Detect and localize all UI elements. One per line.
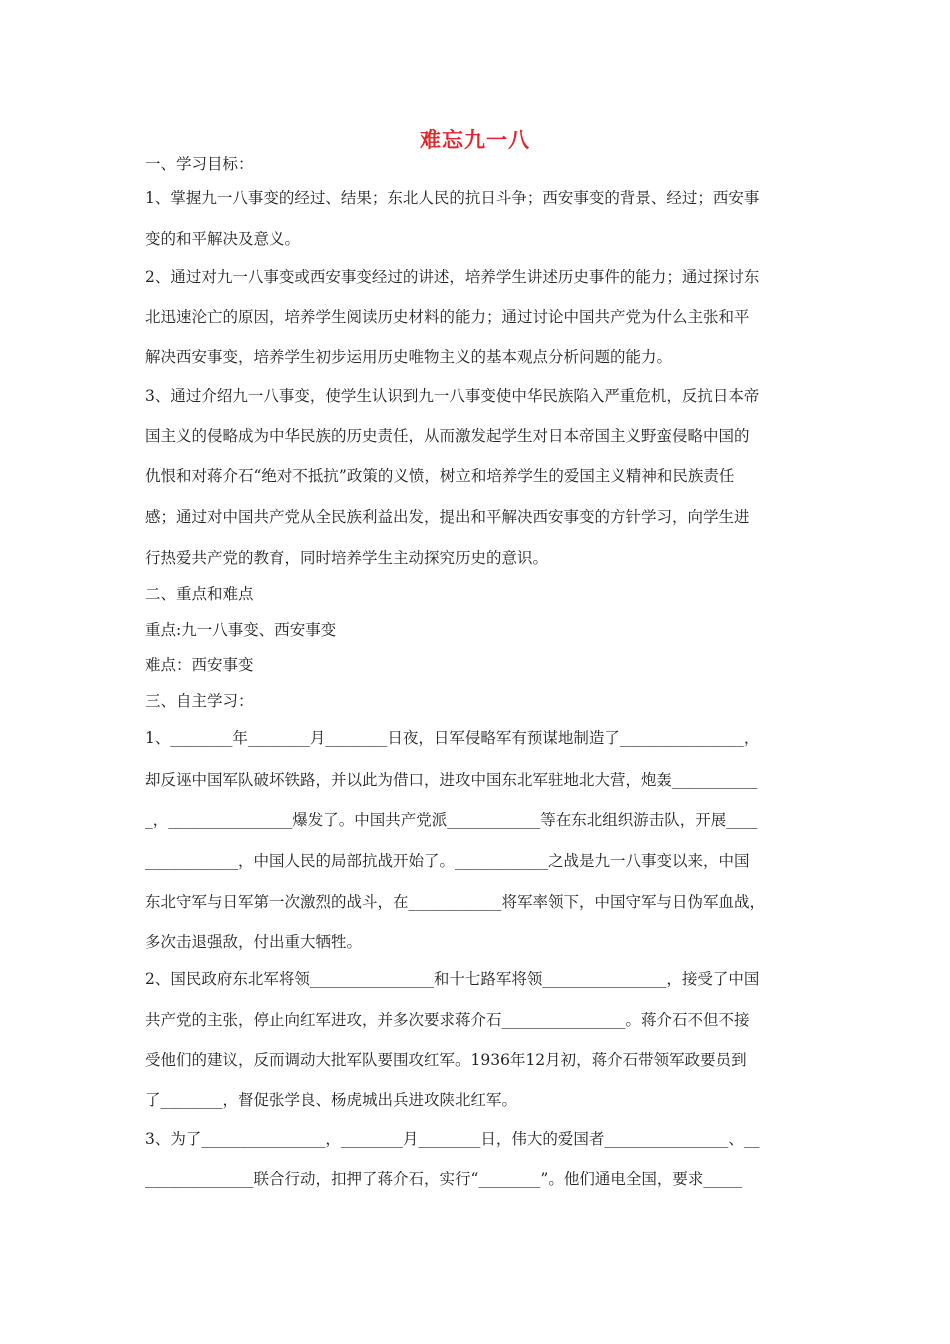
fill-blank-line: 2、国民政府东北军将领________________和十七路军将领________________，接受了中国 — [145, 970, 760, 988]
section-heading-key-points: 二、重点和难点 — [145, 585, 254, 603]
fill-blank-line: _，________________爆发了。中国共产党派____________等在东北组织游击队，开展____ — [145, 811, 758, 829]
fill-blank-line: ______________联合行动，扣押了蒋介石，实行“________”。他们通电全国，要求_____ — [145, 1170, 743, 1188]
text-line: 受他们的建议，反而调动大批军队要围攻红军。1936年12月初，蒋介石带领军政要员到 — [145, 1051, 747, 1069]
fill-blank-line: 3、为了________________，________月________日，伟大的爱国者________________、__ — [145, 1130, 760, 1148]
fill-blank-line: 却反诬中国军队破坏铁路，并以此为借口，进攻中国东北军驻地北大营，炮轰___________ — [145, 771, 758, 789]
text-line: 难点：西安事变 — [145, 656, 254, 674]
section-heading-goals: 一、学习目标： — [145, 155, 254, 173]
text-line: 重点:九一八事变、西安事变 — [145, 621, 337, 639]
text-line: 北迅速沦亡的原因，培养学生阅读历史材料的能力；通过讨论中国共产党为什么主张和平 — [145, 308, 750, 326]
text-line: 多次击退强敌，付出重大牺牲。 — [145, 933, 363, 951]
text-line: 1、掌握九一八事变的经过、结果；东北人民的抗日斗争；西安事变的背景、经过；西安事 — [145, 189, 760, 207]
text-line: 感；通过对中国共产党从全民族利益出发，提出和平解决西安事变的方针学习，向学生进 — [145, 508, 750, 526]
section-heading-self-study: 三、自主学习： — [145, 692, 254, 710]
text-line: 2、通过对九一八事变或西安事变经过的讲述，培养学生讲述历史事件的能力；通过探讨东 — [145, 268, 760, 286]
fill-blank-line: ____________，中国人民的局部抗战开始了。____________之战是九一八事变以来，中国 — [145, 852, 750, 870]
fill-blank-line: 1、________年________月________日夜，日军侵略军有预谋地制造了________________， — [145, 729, 760, 747]
text-line: 行热爱共产党的教育，同时培养学生主动探究历史的意识。 — [145, 549, 549, 567]
fill-blank-line: 东北守军与日军第一次激烈的战斗，在____________将军率领下，中国守军与日伪军血战， — [145, 893, 766, 911]
text-line: 解决西安事变，培养学生初步运用历史唯物主义的基本观点分析问题的能力。 — [145, 348, 673, 366]
document-title: 难忘九一八 — [420, 127, 530, 152]
text-line: 仇恨和对蒋介石“绝对不抵抗”政策的义愤，树立和培养学生的爱国主义精神和民族责任 — [145, 467, 735, 485]
fill-blank-line: 共产党的主张，停止向红军进攻，并多次要求蒋介石________________。蒋介石不但不接 — [145, 1011, 750, 1029]
text-line: 变的和平解决及意义。 — [145, 230, 301, 248]
text-line: 3、通过介绍九一八事变，使学生认识到九一八事变使中华民族陷入严重危机，反抗日本帝 — [145, 387, 760, 405]
fill-blank-line: 了________，督促张学良、杨虎城出兵进攻陕北红军。 — [145, 1091, 518, 1109]
text-line: 国主义的侵略成为中华民族的历史责任，从而激发起学生对日本帝国主义野蛮侵略中国的 — [145, 427, 750, 445]
